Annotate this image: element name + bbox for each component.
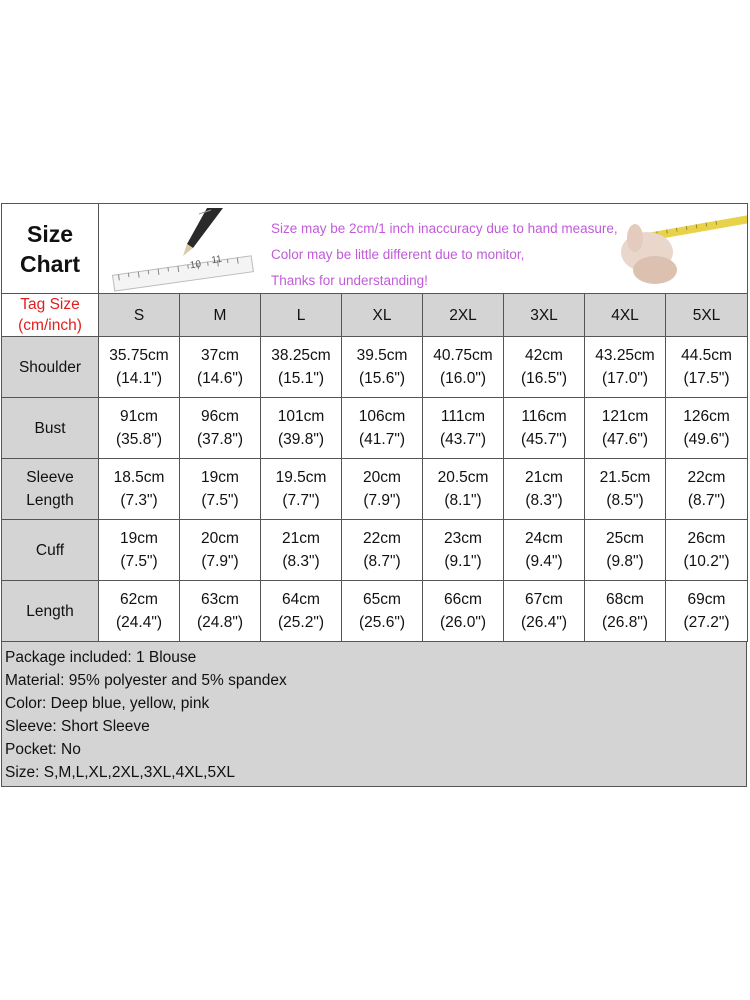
cell: 111cm (43.7") xyxy=(423,398,504,459)
product-info-box xyxy=(1,642,747,787)
size-header-4xl: 4XL xyxy=(585,294,666,337)
cell: 42cm (16.5") xyxy=(504,337,585,398)
title-line-1: Size xyxy=(26,220,74,247)
cell: 39.5cm (15.6") xyxy=(342,337,423,398)
cell: 21cm (8.3") xyxy=(261,520,342,581)
cell: 43.25cm (17.0") xyxy=(585,337,666,398)
cell: 65cm (25.6") xyxy=(342,581,423,642)
cell: 37cm (14.6") xyxy=(180,337,261,398)
cell: 106cm (41.7") xyxy=(342,398,423,459)
info-color: Color: Deep blue, yellow, pink xyxy=(5,695,210,712)
size-header-xl: XL xyxy=(342,294,423,337)
cell: 35.75cm (14.1") xyxy=(99,337,180,398)
size-header-3xl: 3XL xyxy=(504,294,585,337)
cell: 19cm (7.5") xyxy=(180,459,261,520)
cell: 67cm (26.4") xyxy=(504,581,585,642)
cell: 18.5cm (7.3") xyxy=(99,459,180,520)
size-header-2xl: 2XL xyxy=(423,294,504,337)
cell: 91cm (35.8") xyxy=(99,398,180,459)
cell: 101cm (39.8") xyxy=(261,398,342,459)
size-header-row xyxy=(2,294,748,337)
size-table xyxy=(1,203,748,642)
info-pocket: Pocket: No xyxy=(5,741,81,758)
table-row-cuff xyxy=(2,520,748,581)
note-line-3: Thanks for understanding! xyxy=(271,273,428,288)
cell: 19.5cm (7.7") xyxy=(261,459,342,520)
cell: 40.75cm (16.0") xyxy=(423,337,504,398)
cell: 121cm (47.6") xyxy=(585,398,666,459)
measuring-tape-hand-icon xyxy=(597,204,747,293)
cell: 25cm (9.8") xyxy=(585,520,666,581)
size-header-m: M xyxy=(180,294,261,337)
cell: 96cm (37.8") xyxy=(180,398,261,459)
size-header-l: L xyxy=(261,294,342,337)
ruler-label-10: 10 xyxy=(189,258,202,272)
cell: 116cm (45.7") xyxy=(504,398,585,459)
size-chart xyxy=(1,203,747,787)
pencil-ruler-illustration xyxy=(99,204,259,293)
title-line-2: Chart xyxy=(19,250,81,277)
table-row-length xyxy=(2,581,748,642)
info-package: Package included: 1 Blouse xyxy=(5,649,197,666)
row-label-length: Length xyxy=(2,581,99,642)
ruler-label-11: 11 xyxy=(210,253,223,267)
cell: 20cm (7.9") xyxy=(342,459,423,520)
size-header-s: S xyxy=(99,294,180,337)
cell: 62cm (24.4") xyxy=(99,581,180,642)
cell: 64cm (25.2") xyxy=(261,581,342,642)
cell: 126cm (49.6") xyxy=(666,398,748,459)
cell: 20.5cm (8.1") xyxy=(423,459,504,520)
cell: 68cm (26.8") xyxy=(585,581,666,642)
row-label-shoulder: Shoulder xyxy=(2,337,99,398)
notice-banner xyxy=(99,204,748,294)
info-material: Material: 95% polyester and 5% spandex xyxy=(5,672,287,689)
cell: 19cm (7.5") xyxy=(99,520,180,581)
info-size: Size: S,M,L,XL,2XL,3XL,4XL,5XL xyxy=(5,764,236,781)
note-line-2: Color may be little different due to monitor, xyxy=(271,247,525,262)
cell: 22cm (8.7") xyxy=(666,459,748,520)
row-label-bust: Bust xyxy=(2,398,99,459)
info-sleeve: Sleeve: Short Sleeve xyxy=(5,718,150,735)
table-row-sleeve-length xyxy=(2,459,748,520)
table-row-shoulder xyxy=(2,337,748,398)
cell: 24cm (9.4") xyxy=(504,520,585,581)
size-chart-title xyxy=(2,204,99,294)
cell: 20cm (7.9") xyxy=(180,520,261,581)
cell: 38.25cm (15.1") xyxy=(261,337,342,398)
cell: 63cm (24.8") xyxy=(180,581,261,642)
cell: 22cm (8.7") xyxy=(342,520,423,581)
size-header-5xl: 5XL xyxy=(666,294,748,337)
cell: 23cm (9.1") xyxy=(423,520,504,581)
cell: 44.5cm (17.5") xyxy=(666,337,748,398)
row-label-sleeve-length: Sleeve Length xyxy=(2,459,99,520)
cell: 26cm (10.2") xyxy=(666,520,748,581)
cell: 69cm (27.2") xyxy=(666,581,748,642)
note-line-1: Size may be 2cm/1 inch inaccuracy due to hand measure, xyxy=(271,221,618,236)
tag-size-label: Tag Size (cm/inch) xyxy=(2,294,99,337)
cell: 21.5cm (8.5") xyxy=(585,459,666,520)
notes-text xyxy=(271,216,618,294)
table-row-bust xyxy=(2,398,748,459)
cell: 21cm (8.3") xyxy=(504,459,585,520)
cell: 66cm (26.0") xyxy=(423,581,504,642)
row-label-cuff: Cuff xyxy=(2,520,99,581)
